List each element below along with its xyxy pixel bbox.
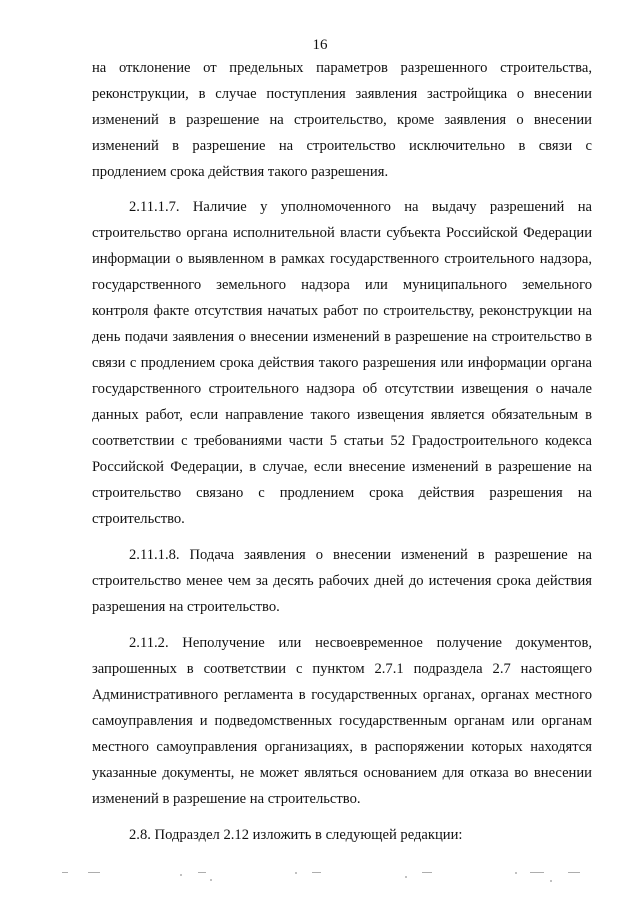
scan-mark [312, 872, 321, 873]
scan-mark [550, 880, 552, 882]
paragraph-2-11-1-7: 2.11.1.7. Наличие у уполномоченного на выдачу разрешений на строительство органа исполнительной власти субъекта Российской Федерации информации о выявленном в рамках государственного строительного надзора, государственного земельного надзора или муниципального земельного контроля факте отсутствия начатых работ по строительству, реконструкции на день подачи заявления о внесении изменений в разрешение на строительство в связи с продлением срока действия такого разрешения или информации органа государственного строительного надзора об отсутствии извещения о начале данных работ, если направление такого извещения является обязательным в соответствии с требованиями части 5 статьи 52 Градостроительного кодекса Российской Федерации, в случае, если внесение изменений в разрешение на строительство связано с продлением срока действия разрешения на строительство. [92, 199, 592, 527]
scan-mark [568, 872, 580, 873]
scan-mark [62, 872, 68, 873]
scan-artifacts [60, 866, 600, 886]
page-number: 16 [312, 37, 328, 53]
scan-mark [405, 876, 407, 878]
scan-mark [180, 874, 182, 876]
scan-mark [530, 872, 544, 873]
document-body [92, 55, 592, 858]
paragraph-2-11-1-8: 2.11.1.8. Подача заявления о внесении изменений в разрешение на строительство менее чем за десять рабочих дней до истечения срока действия разрешения на строительство. [92, 547, 592, 615]
scan-mark [515, 872, 517, 874]
paragraph-2-8: 2.8. Подраздел 2.12 изложить в следующей редакции: [129, 827, 463, 843]
scan-mark [88, 872, 100, 873]
paragraph-continuation: на отклонение от предельных параметров разрешенного строительства, реконструкции, в случае поступления заявления застройщика о внесении изменений в разрешение на строительство, кроме заявления о внесении изменений в разрешение на строительство исключительно в связи с продлением срока действия такого разрешения. [92, 60, 592, 180]
scan-mark [422, 872, 432, 873]
scan-mark [210, 879, 212, 881]
paragraph-2-11-2: 2.11.2. Неполучение или несвоевременное получение документов, запрошенных в соответствии с пунктом 2.7.1 подраздела 2.7 настоящего Административного регламента в государственных органах, органах местного самоуправления и подведомственных государственным органам или органам местного самоуправления организациях, в распоряжении которых находятся указанные документы, не может являться основанием для отказа во внесении изменений в разрешение на строительство. [92, 635, 592, 807]
scan-mark [295, 872, 297, 874]
scan-mark [198, 872, 206, 873]
